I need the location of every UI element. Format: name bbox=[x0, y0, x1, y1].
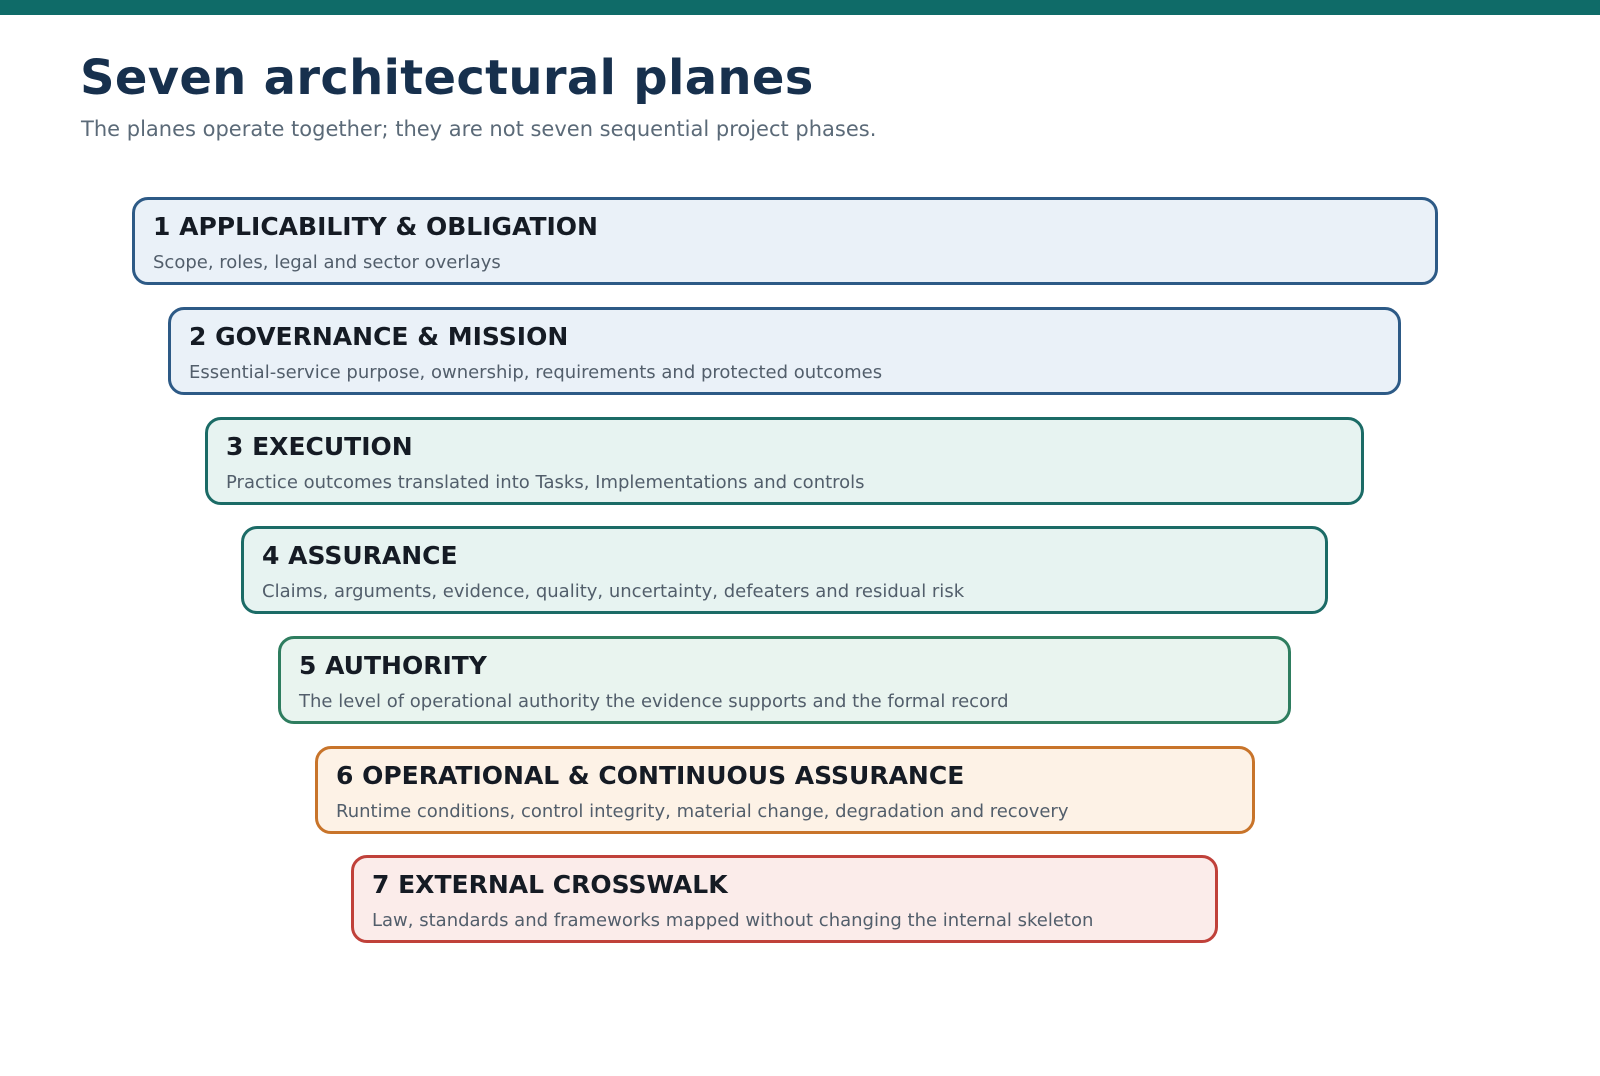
page-subtitle: The planes operate together; they are not seven sequential project phases. bbox=[81, 117, 877, 141]
plane-description: Runtime conditions, control integrity, material change, degradation and recovery bbox=[336, 801, 1069, 822]
plane-description: Law, standards and frameworks mapped without changing the internal skeleton bbox=[372, 910, 1094, 931]
plane-6-operational bbox=[315, 746, 1255, 834]
plane-description: The level of operational authority the evidence supports and the formal record bbox=[299, 691, 1009, 712]
plane-title: 1 APPLICABILITY & OBLIGATION bbox=[153, 212, 598, 241]
plane-description: Essential-service purpose, ownership, requirements and protected outcomes bbox=[189, 362, 883, 383]
top-accent-bar bbox=[0, 0, 1600, 15]
plane-1-applicability bbox=[132, 197, 1438, 285]
plane-title: 2 GOVERNANCE & MISSION bbox=[189, 322, 569, 351]
plane-title: 6 OPERATIONAL & CONTINUOUS ASSURANCE bbox=[336, 761, 965, 790]
plane-description: Claims, arguments, evidence, quality, uncertainty, defeaters and residual risk bbox=[262, 581, 965, 602]
plane-3-execution bbox=[205, 417, 1364, 505]
plane-7-external-crosswalk bbox=[351, 855, 1218, 943]
plane-title: 3 EXECUTION bbox=[226, 432, 413, 461]
plane-5-authority bbox=[278, 636, 1291, 724]
plane-title: 7 EXTERNAL CROSSWALK bbox=[372, 870, 728, 899]
plane-4-assurance bbox=[241, 526, 1328, 614]
plane-title: 5 AUTHORITY bbox=[299, 651, 487, 680]
plane-2-governance bbox=[168, 307, 1401, 395]
plane-description: Practice outcomes translated into Tasks, Implementations and controls bbox=[226, 472, 865, 493]
page-title: Seven architectural planes bbox=[80, 50, 814, 106]
plane-title: 4 ASSURANCE bbox=[262, 541, 458, 570]
plane-description: Scope, roles, legal and sector overlays bbox=[153, 252, 501, 273]
